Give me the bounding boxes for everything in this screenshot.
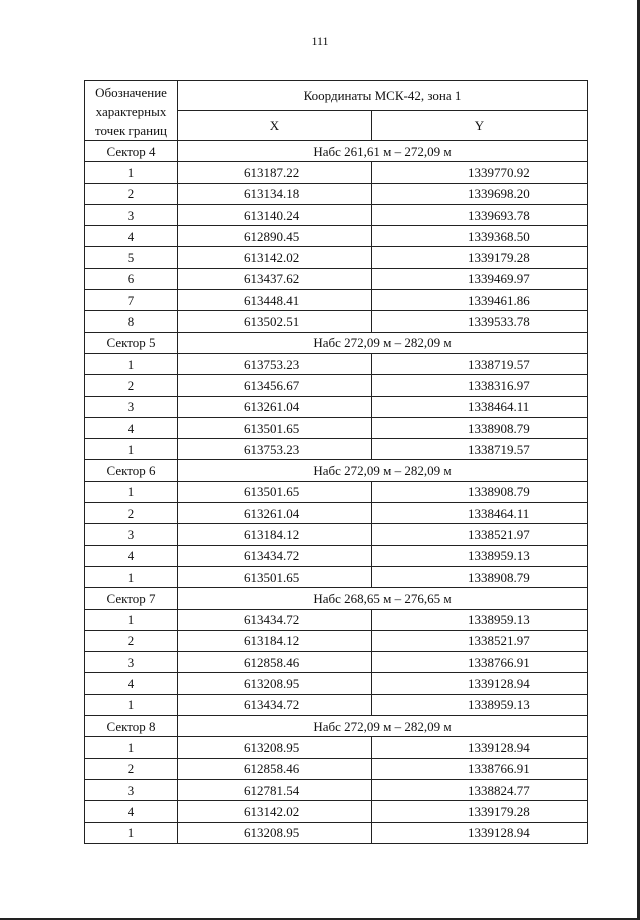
point-number: 3 [85,524,178,545]
point-number: 3 [85,779,178,800]
point-number: 3 [85,396,178,417]
point-number: 8 [85,311,178,332]
x-header: X [178,111,372,141]
point-number: 1 [85,566,178,587]
table-row [85,204,588,225]
x-coordinate: 613501.65 [178,417,372,438]
point-number: 1 [85,439,178,460]
table-row [85,226,588,247]
table-row [85,822,588,843]
sector-height-range: Набс 272,09 м – 282,09 м [178,332,588,353]
x-coordinate: 613502.51 [178,311,372,332]
x-coordinate: 613261.04 [178,503,372,524]
table-body [85,141,588,844]
x-coordinate: 613437.62 [178,268,372,289]
point-number: 2 [85,503,178,524]
table-row [85,545,588,566]
point-number: 5 [85,247,178,268]
table-header-row [85,81,588,111]
table-row [85,290,588,311]
table-row [85,609,588,630]
table-row [85,779,588,800]
point-number: 2 [85,630,178,651]
table-row [85,396,588,417]
y-coordinate: 1339368.50 [372,226,588,247]
y-coordinate: 1338908.79 [372,566,588,587]
y-coordinate: 1338316.97 [372,375,588,396]
point-number: 4 [85,801,178,822]
point-number: 2 [85,183,178,204]
table-row [85,503,588,524]
x-coordinate: 613753.23 [178,439,372,460]
x-coordinate: 613208.95 [178,673,372,694]
y-coordinate: 1338959.13 [372,545,588,566]
y-coordinate: 1339128.94 [372,673,588,694]
table-row [85,268,588,289]
y-coordinate: 1338464.11 [372,503,588,524]
point-number: 1 [85,609,178,630]
y-coordinate: 1338766.91 [372,652,588,673]
coordinates-header: Координаты МСК-42, зона 1 [178,81,588,111]
point-number: 3 [85,204,178,225]
x-coordinate: 613208.95 [178,822,372,843]
table-row [85,737,588,758]
x-coordinate: 612858.46 [178,652,372,673]
y-coordinate: 1338908.79 [372,481,588,502]
sector-name: Сектор 5 [85,332,178,353]
x-coordinate: 613501.65 [178,481,372,502]
point-designation-header: Обозначение характерных точек границ [85,81,178,141]
y-header: Y [372,111,588,141]
table-row [85,524,588,545]
y-coordinate: 1338959.13 [372,609,588,630]
point-number: 1 [85,822,178,843]
x-coordinate: 613261.04 [178,396,372,417]
sector-row [85,588,588,609]
y-coordinate: 1338719.57 [372,353,588,374]
y-coordinate: 1339698.20 [372,183,588,204]
x-coordinate: 613456.67 [178,375,372,396]
y-coordinate: 1338824.77 [372,779,588,800]
table-row [85,311,588,332]
table-row [85,630,588,651]
x-coordinate: 613434.72 [178,545,372,566]
y-coordinate: 1339770.92 [372,162,588,183]
x-coordinate: 613187.22 [178,162,372,183]
table-row [85,183,588,204]
point-number: 2 [85,758,178,779]
point-number: 3 [85,652,178,673]
x-coordinate: 612781.54 [178,779,372,800]
x-coordinate: 613134.18 [178,183,372,204]
x-coordinate: 612890.45 [178,226,372,247]
y-coordinate: 1339179.28 [372,801,588,822]
sector-name: Сектор 7 [85,588,178,609]
sector-row [85,141,588,162]
coordinates-table [84,80,588,844]
y-coordinate: 1339179.28 [372,247,588,268]
sector-height-range: Набс 268,65 м – 276,65 м [178,588,588,609]
table-row [85,162,588,183]
y-coordinate: 1338766.91 [372,758,588,779]
x-coordinate: 613208.95 [178,737,372,758]
table-row [85,566,588,587]
table-row [85,481,588,502]
table-row [85,247,588,268]
table-row [85,439,588,460]
sector-name: Сектор 6 [85,460,178,481]
point-number: 1 [85,737,178,758]
x-coordinate: 613184.12 [178,630,372,651]
sector-height-range: Набс 272,09 м – 282,09 м [178,716,588,737]
y-coordinate: 1338908.79 [372,417,588,438]
y-coordinate: 1339461.86 [372,290,588,311]
sector-height-range: Набс 272,09 м – 282,09 м [178,460,588,481]
table-row [85,375,588,396]
x-coordinate: 613434.72 [178,694,372,715]
point-number: 7 [85,290,178,311]
x-coordinate: 613448.41 [178,290,372,311]
point-number: 4 [85,417,178,438]
y-coordinate: 1339693.78 [372,204,588,225]
sector-name: Сектор 8 [85,716,178,737]
point-number: 6 [85,268,178,289]
table-row [85,694,588,715]
point-number: 2 [85,375,178,396]
point-number: 4 [85,545,178,566]
sector-row [85,716,588,737]
x-coordinate: 613184.12 [178,524,372,545]
table-row [85,673,588,694]
point-number: 4 [85,226,178,247]
table-row [85,801,588,822]
point-number: 1 [85,162,178,183]
sector-row [85,460,588,481]
sector-row [85,332,588,353]
x-coordinate: 613501.65 [178,566,372,587]
y-coordinate: 1338959.13 [372,694,588,715]
x-coordinate: 613142.02 [178,247,372,268]
y-coordinate: 1338521.97 [372,524,588,545]
point-number: 1 [85,481,178,502]
y-coordinate: 1338719.57 [372,439,588,460]
x-coordinate: 613140.24 [178,204,372,225]
sector-name: Сектор 4 [85,141,178,162]
y-coordinate: 1338464.11 [372,396,588,417]
table-row [85,758,588,779]
point-number: 1 [85,694,178,715]
y-coordinate: 1339469.97 [372,268,588,289]
y-coordinate: 1339533.78 [372,311,588,332]
y-coordinate: 1339128.94 [372,822,588,843]
y-coordinate: 1339128.94 [372,737,588,758]
x-coordinate: 612858.46 [178,758,372,779]
sector-height-range: Набс 261,61 м – 272,09 м [178,141,588,162]
x-coordinate: 613142.02 [178,801,372,822]
x-coordinate: 613434.72 [178,609,372,630]
point-number: 4 [85,673,178,694]
point-number: 1 [85,353,178,374]
table-row [85,652,588,673]
table-row [85,353,588,374]
table-row [85,417,588,438]
x-coordinate: 613753.23 [178,353,372,374]
y-coordinate: 1338521.97 [372,630,588,651]
page-number: 111 [311,34,329,48]
